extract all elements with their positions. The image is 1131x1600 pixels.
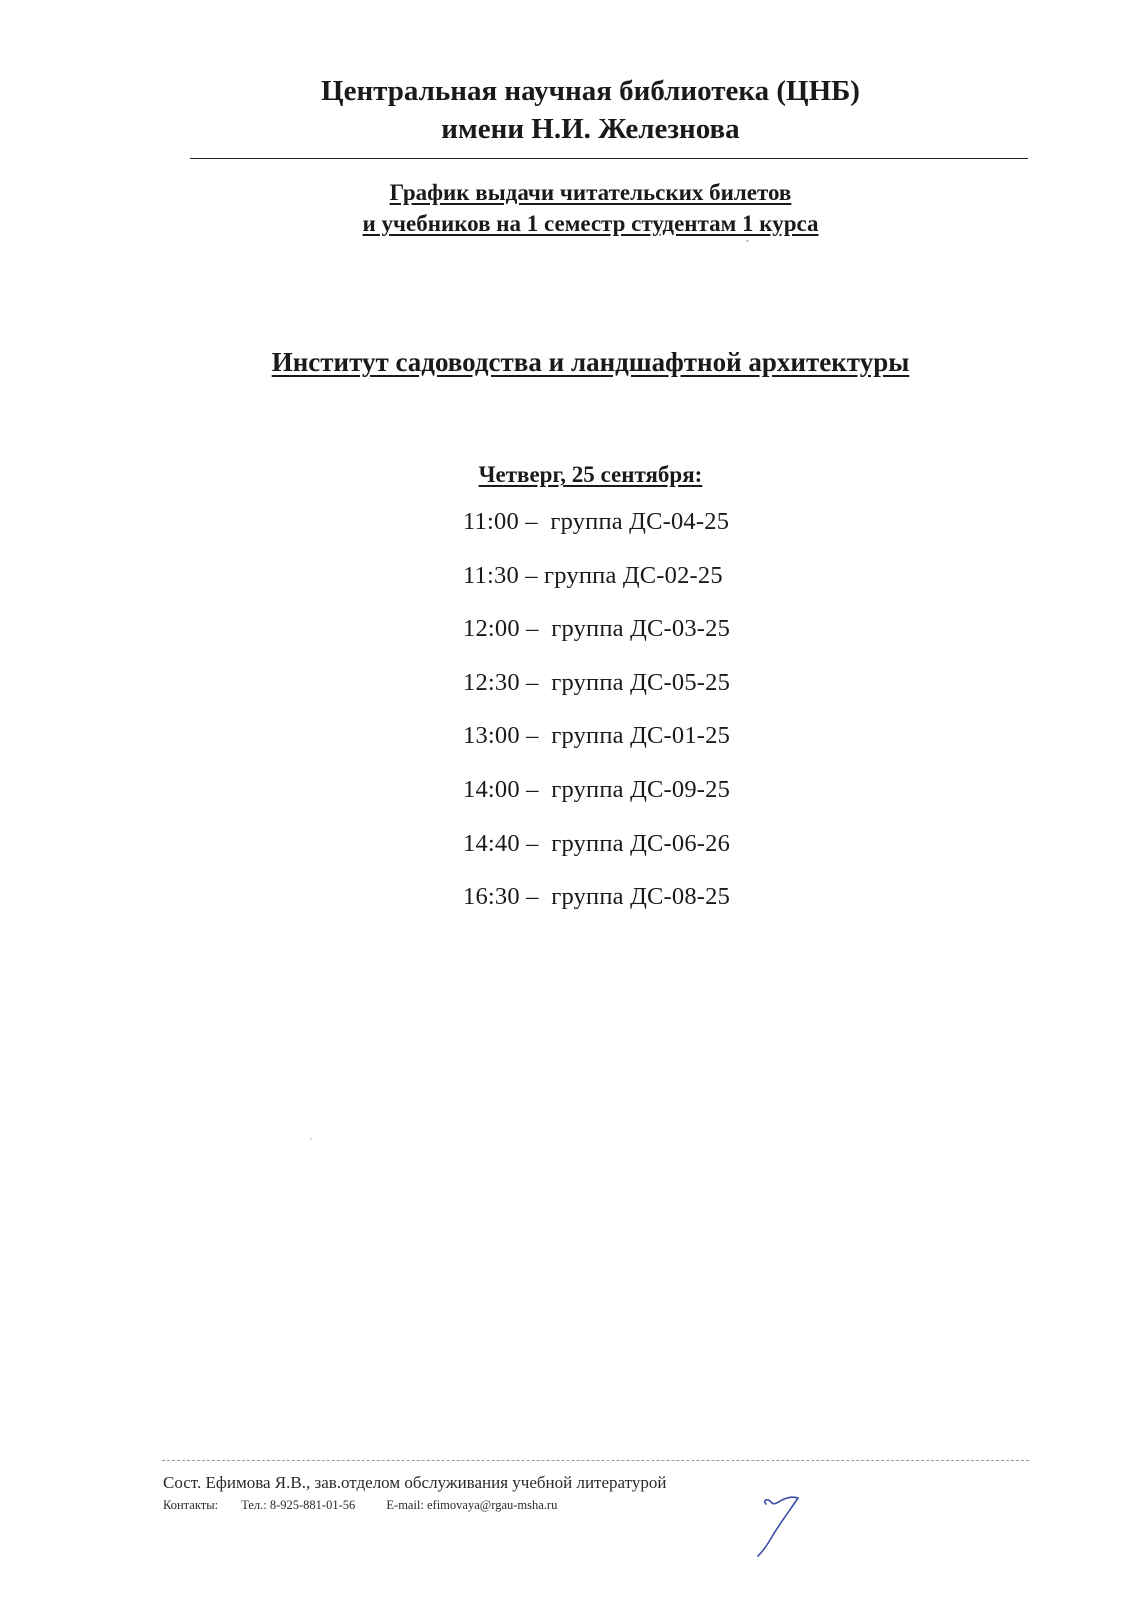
schedule-item: 13:00 – группа ДС-01-25 [463, 722, 731, 750]
schedule-item: 12:30 – группа ДС-05-25 [463, 668, 731, 696]
signature-icon [752, 1496, 812, 1558]
institute-name: Институт садоводства и ландшафтной архитектуры [271, 347, 910, 377]
day-heading [0, 460, 1131, 490]
contact-email: E-mail: efimovaya@rgau-msha.ru [386, 1498, 558, 1512]
document-title-line2: и учебников на 1 семестр студентам 1 курса [362, 211, 819, 236]
organization-subtitle: имени Н.И. Железнова [441, 113, 740, 145]
schedule-item: 12:00 – группа ДС-03-25 [463, 615, 731, 643]
contacts-line [163, 1496, 557, 1514]
scan-speck [310, 1138, 312, 1140]
compiled-by: Сост. Ефимова Я.В., зав.отделом обслуживания учебной литературой [163, 1473, 667, 1492]
contacts-label: Контакты: [163, 1498, 219, 1512]
footer-divider [162, 1460, 1029, 1461]
day-heading-text: Четверг, 25 сентября: [478, 462, 703, 487]
contact-phone: Тел.: 8-925-881-01-56 [241, 1498, 356, 1512]
schedule-item: 14:40 – группа ДС-06-26 [463, 829, 731, 857]
organization-name: Центральная научная библиотека (ЦНБ) [321, 75, 860, 107]
schedule-item: 16:30 – группа ДС-08-25 [463, 883, 731, 911]
schedule-list [463, 505, 730, 934]
document-title [0, 177, 1131, 239]
schedule-item: 11:30 – группа ДС-02-25 [463, 561, 723, 589]
institute-heading [0, 344, 1131, 380]
organization-title [0, 72, 1131, 148]
schedule-item: 11:00 – группа ДС-04-25 [463, 508, 730, 535]
document-title-line1: График выдачи читательских билетов [389, 180, 792, 205]
scan-speck [746, 240, 749, 242]
header-divider [190, 158, 1028, 159]
schedule-item: 14:00 – группа ДС-09-25 [463, 775, 731, 803]
